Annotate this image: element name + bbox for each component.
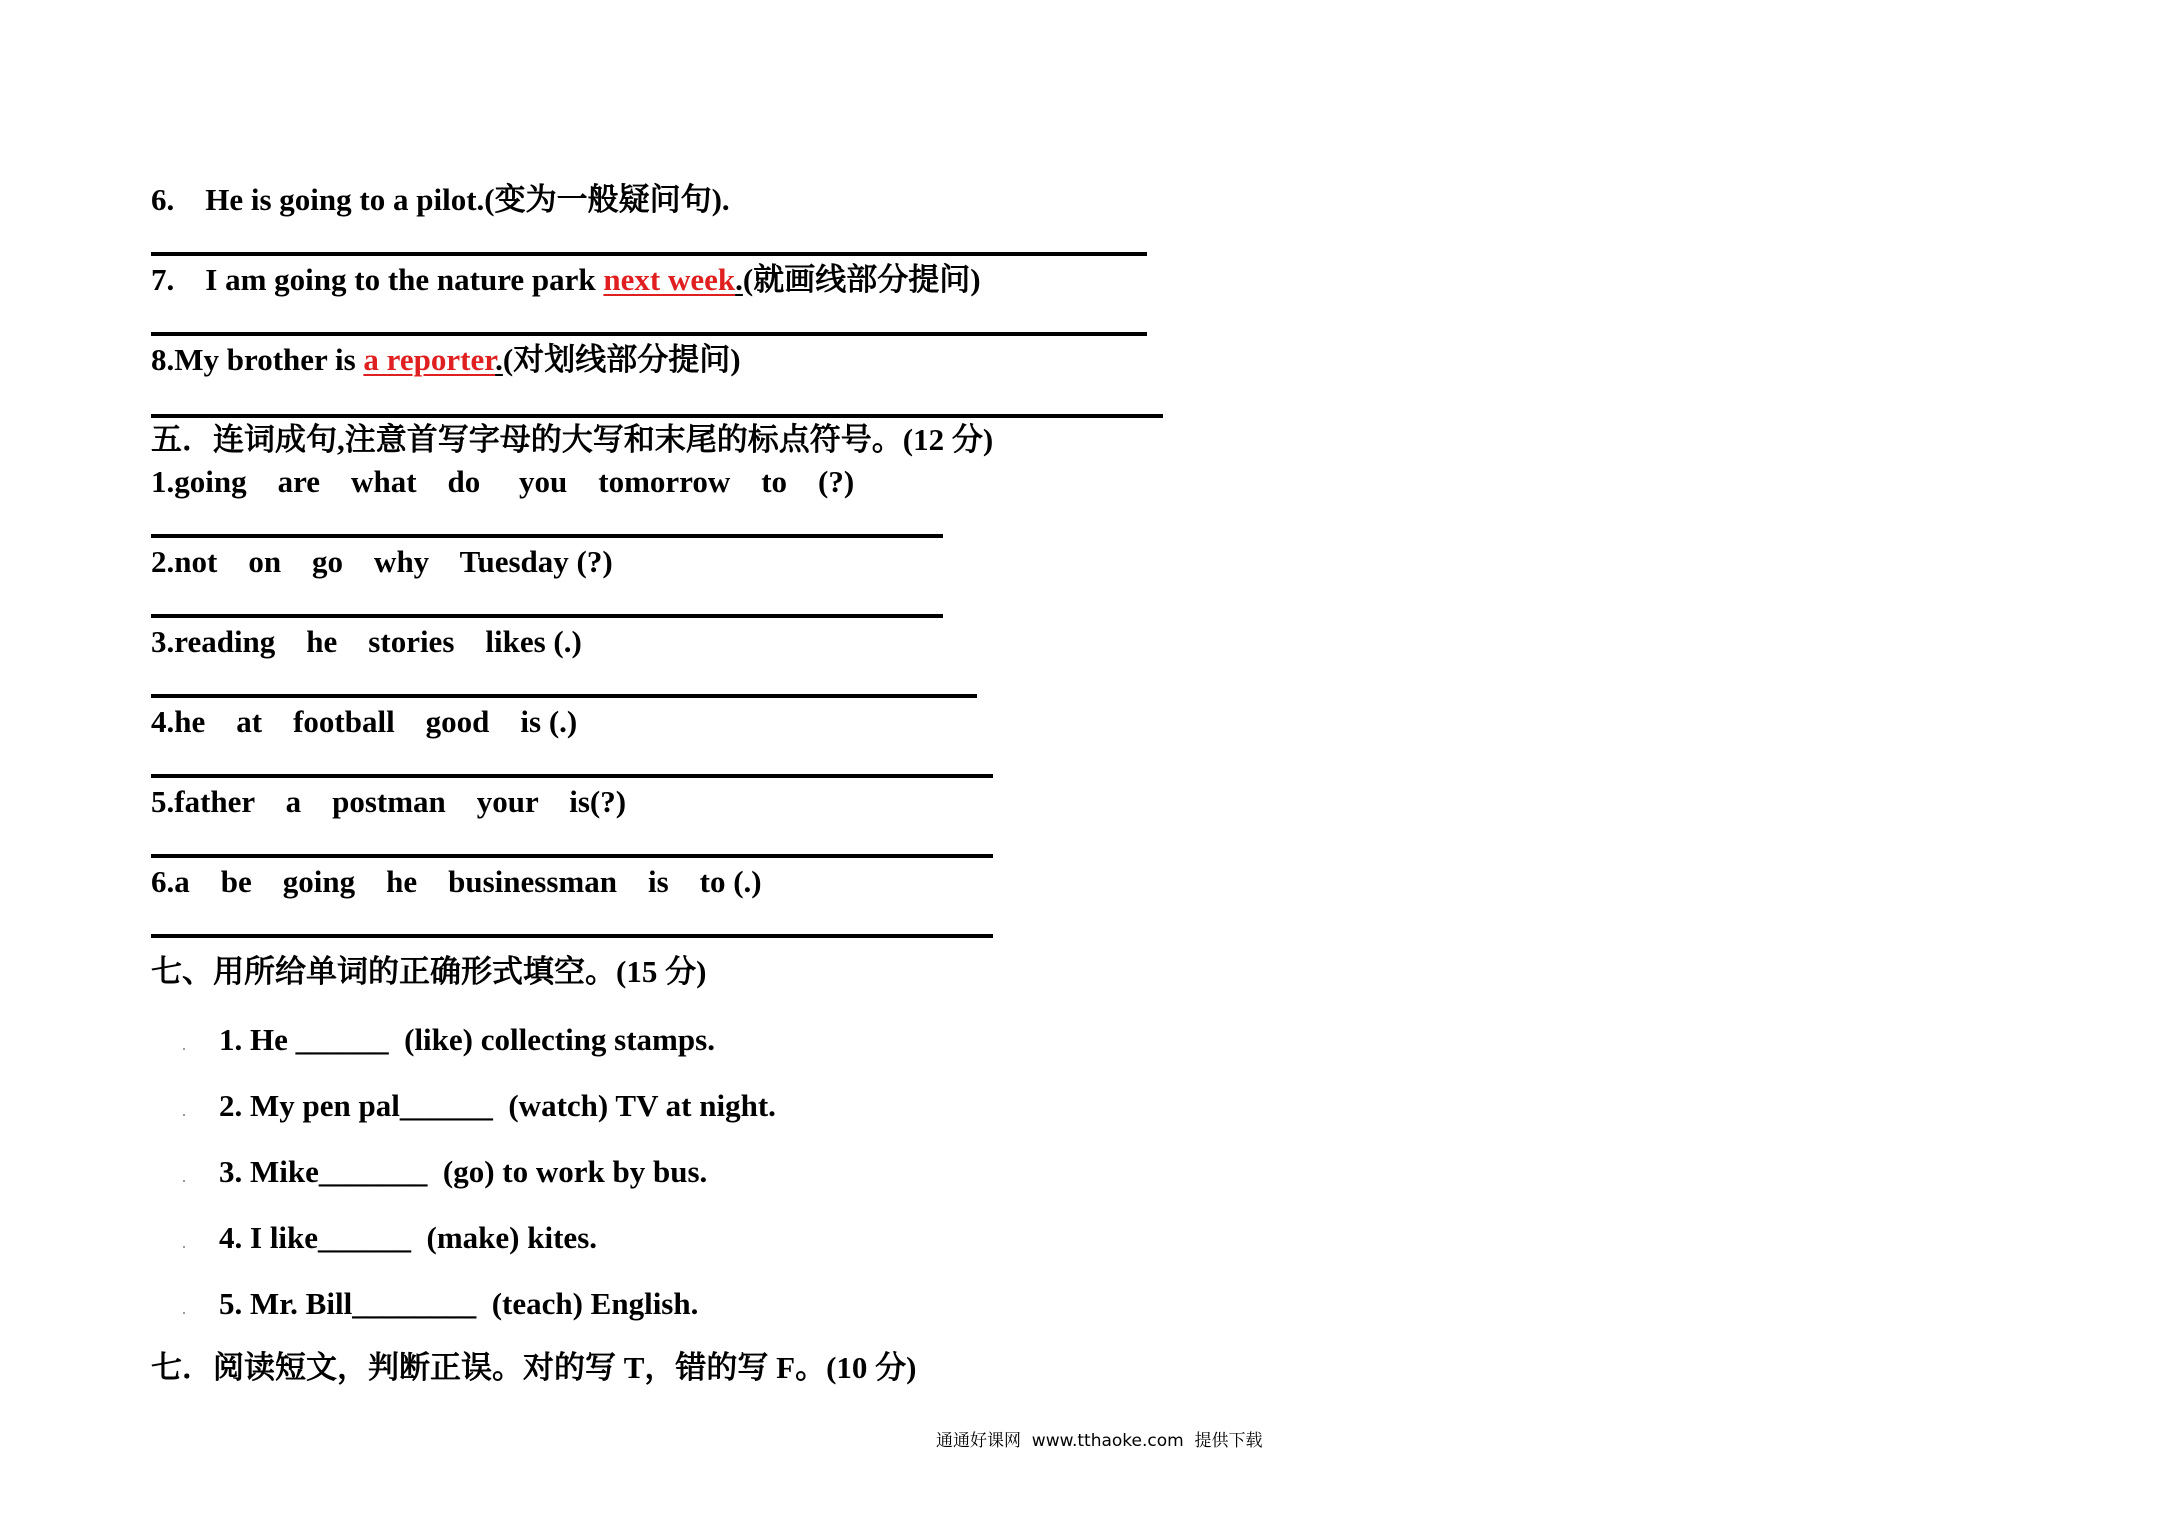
answer-line bbox=[151, 774, 993, 778]
answer-line bbox=[151, 854, 993, 858]
section-5-title: 五．连词成句,注意首写字母的大写和末尾的标点符号。(12 分) bbox=[151, 422, 994, 457]
page-footer: 通通好课网 www.tthaoke.com 提供下载 bbox=[936, 1431, 1263, 1451]
list-bullet bbox=[183, 1180, 185, 1182]
section-7-title: 七、用所给单词的正确形式填空。(15 分) bbox=[151, 954, 707, 989]
list-bullet bbox=[183, 1246, 185, 1248]
word-order-item-4: 4.he at football good is (.) bbox=[151, 704, 578, 739]
question-8-prefix: 8.My brother is bbox=[151, 342, 364, 377]
list-bullet bbox=[183, 1114, 185, 1116]
question-7-instruction: (就画线部分提问) bbox=[742, 262, 981, 297]
question-7-prefix: 7. I am going to the nature park bbox=[151, 262, 604, 297]
question-6: 6. He is going to a pilot.(变为一般疑问句). bbox=[151, 182, 730, 217]
fill-blank-item-4: 4. I like______ (make) kites. bbox=[219, 1220, 598, 1255]
answer-line bbox=[151, 332, 1147, 336]
word-order-item-2: 2.not on go why Tuesday (?) bbox=[151, 544, 613, 579]
question-8-underlined-phrase: a reporter bbox=[363, 342, 496, 377]
word-order-item-5: 5.father a postman your is(?) bbox=[151, 784, 627, 819]
fill-blank-item-3: 3. Mike_______ (go) to work by bus. bbox=[219, 1154, 708, 1189]
question-8-period: . bbox=[495, 342, 503, 377]
answer-line bbox=[151, 414, 1163, 418]
answer-line bbox=[151, 614, 943, 618]
answer-line bbox=[151, 934, 993, 938]
question-8 bbox=[151, 340, 741, 380]
fill-blank-item-1: 1. He ______ (like) collecting stamps. bbox=[219, 1022, 715, 1057]
question-7 bbox=[151, 260, 981, 300]
answer-line bbox=[151, 534, 943, 538]
reading-section-title: 七．阅读短文，判断正误。对的写 T，错的写 F。(10 分) bbox=[151, 1350, 917, 1385]
list-bullet bbox=[183, 1048, 185, 1050]
question-7-underlined-phrase: next week bbox=[603, 262, 736, 297]
word-order-item-3: 3.reading he stories likes (.) bbox=[151, 624, 582, 659]
answer-line bbox=[151, 694, 977, 698]
word-order-item-1: 1.going are what do you tomorrow to (?) bbox=[151, 464, 855, 499]
question-8-instruction: (对划线部分提问) bbox=[502, 342, 741, 377]
question-7-period: . bbox=[735, 262, 743, 297]
list-bullet bbox=[183, 1312, 185, 1314]
word-order-item-6: 6.a be going he businessman is to (.) bbox=[151, 864, 762, 899]
fill-blank-item-5: 5. Mr. Bill________ (teach) English. bbox=[219, 1286, 699, 1321]
fill-blank-item-2: 2. My pen pal______ (watch) TV at night. bbox=[219, 1088, 776, 1123]
answer-line bbox=[151, 252, 1147, 256]
